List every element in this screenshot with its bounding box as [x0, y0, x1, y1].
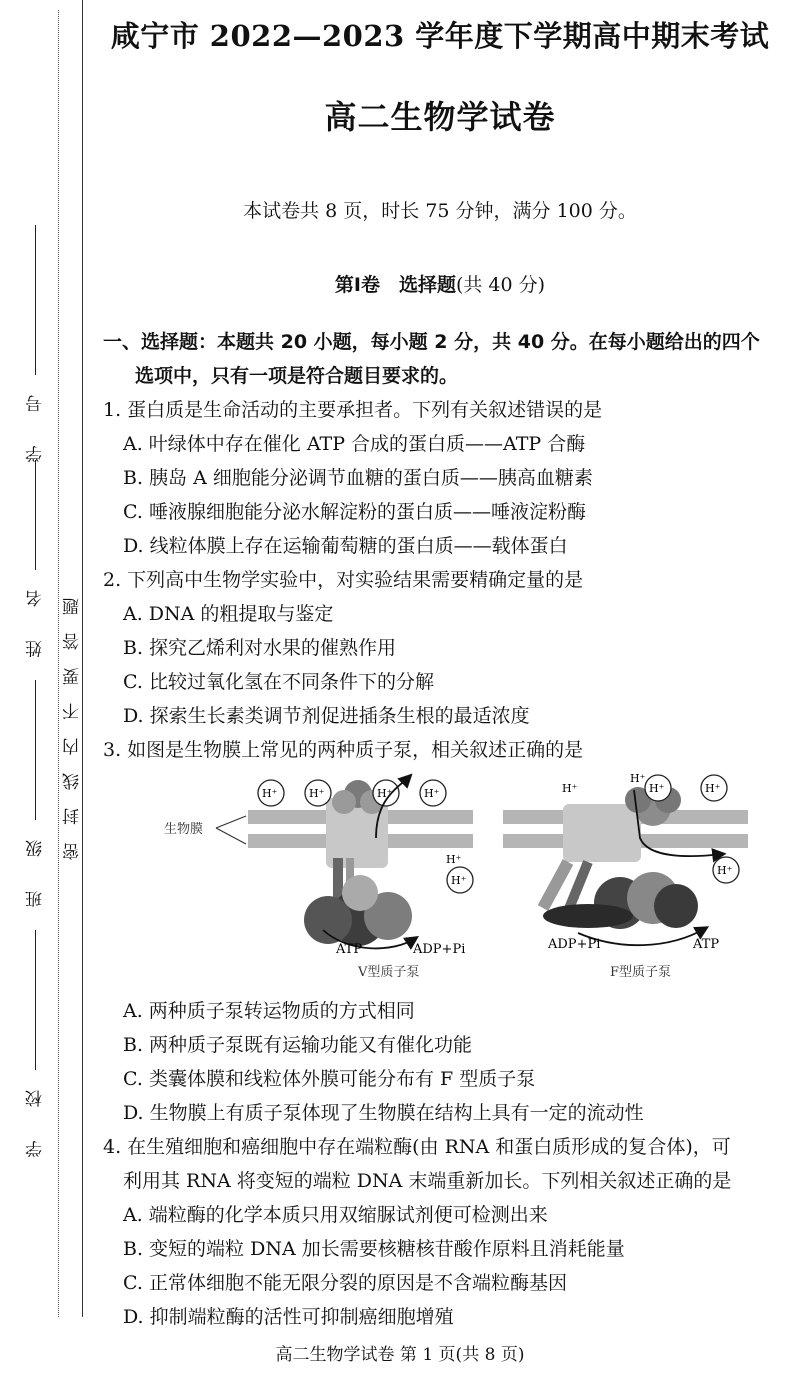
student-id-field: [24, 225, 46, 462]
binding-strip: [0, 0, 82, 1377]
student-id-label: 学 号: [25, 381, 46, 463]
exam-info: 本试卷共 8 页，时长 75 分钟，满分 100 分。: [243, 200, 637, 222]
question-4-option-d: D. 抑制端粒酶的活性可抑制癌细胞增殖: [123, 1306, 454, 1328]
v-adp-label: ADP+Pi: [413, 942, 466, 957]
page-footer: 高二生物学试卷 第 1 页(共 8 页): [275, 1345, 525, 1365]
f-type-pump: [543, 787, 698, 929]
proton-label: H⁺: [649, 782, 665, 795]
class-blank: [35, 680, 36, 820]
question-4-stem-line-2: 利用其 RNA 将变短的端粒 DNA 末端重新加长。下列相关叙述正确的是: [123, 1170, 732, 1192]
v-pump-caption: V型质子泵: [358, 965, 420, 980]
question-3-option-b: B. 两种质子泵既有运输功能又有催化功能: [123, 1034, 473, 1056]
exam-title: 咸宁市 2022—2023 学年度下学期高中期末考试: [110, 19, 770, 53]
proton-label: H⁺: [309, 787, 325, 800]
section-score: (共 40 分): [455, 274, 546, 296]
name-label: 姓 名: [25, 576, 46, 658]
question-2-stem: 2. 下列高中生物学实验中，对实验结果需要精确定量的是: [103, 569, 584, 591]
question-3-option-d: D. 生物膜上有质子泵体现了生物膜在结构上具有一定的流动性: [123, 1102, 644, 1124]
question-4-option-b: B. 变短的端粒 DNA 加长需要核糖核苷酸作原料且消耗能量: [123, 1238, 625, 1260]
proton-label: H⁺: [630, 772, 646, 785]
proton-label: H⁺: [562, 782, 578, 795]
question-4-option-c: C. 正常体细胞不能无限分裂的原因是不含端粒酶基因: [123, 1272, 567, 1294]
question-4-stem-line-1: 4. 在生殖细胞和癌细胞中存在端粒酶(由 RNA 和蛋白质形成的复合体)，可: [103, 1136, 731, 1158]
instruction-line-2: 选项中，只有一项是符合题目要求的。: [135, 365, 459, 387]
name-blank: [35, 460, 36, 570]
question-2-option-d: D. 探索生长素类调节剂促进插条生根的最适浓度: [123, 705, 530, 727]
question-3-option-c: C. 类囊体膜和线粒体外膜可能分布有 F 型质子泵: [123, 1068, 536, 1090]
school-label: 学 校: [25, 1076, 46, 1158]
f-atp-label: ATP: [693, 937, 720, 952]
question-1-option-a: A. 叶绿体中存在催化 ATP 合成的蛋白质——ATP 合酶: [123, 433, 586, 455]
exam-subtitle: 高二生物学试卷: [324, 98, 556, 136]
question-1-stem: 1. 蛋白质是生命活动的主要承担者。下列有关叙述错误的是: [103, 399, 603, 421]
question-2-option-c: C. 比较过氧化氢在不同条件下的分解: [123, 671, 434, 693]
instruction-line-1: 一、选择题：本题共 20 小题，每小题 2 分，共 40 分。在每小题给出的四个: [103, 331, 760, 353]
question-1-option-b: B. 胰岛 A 细胞能分泌调节血糖的蛋白质——胰高血糖素: [123, 467, 593, 489]
proton-label: H⁺: [705, 782, 721, 795]
section-heading: [95, 270, 785, 297]
f-pump-caption: F型质子泵: [610, 965, 672, 980]
proton-label: H⁺: [262, 787, 278, 800]
school-blank: [35, 930, 36, 1070]
seal-notice: 密封线内不要答题: [63, 580, 83, 860]
instructions: [103, 325, 793, 393]
class-label: 班 级: [25, 826, 46, 908]
proton-label: H⁺: [717, 864, 733, 877]
class-field: [24, 680, 46, 907]
question-4-option-a: A. 端粒酶的化学本质只用双缩脲试剂便可检测出来: [123, 1204, 548, 1226]
name-field: [24, 460, 46, 657]
v-atp-label: ATP: [336, 942, 363, 957]
proton-label: H⁺: [424, 787, 440, 800]
proton-label: H⁺: [451, 874, 467, 887]
question-2-option-a: A. DNA 的粗提取与鉴定: [123, 603, 334, 625]
school-field: [24, 930, 46, 1157]
section-label: 第Ⅰ卷 选择题: [334, 274, 456, 296]
membrane-pointer: [216, 816, 246, 844]
membrane-label: 生物膜: [164, 822, 204, 837]
question-1-option-d: D. 线粒体膜上存在运输葡萄糖的蛋白质——载体蛋白: [123, 535, 568, 557]
proton-pump-figure: [148, 768, 748, 986]
question-1-option-c: C. 唾液腺细胞能分泌水解淀粉的蛋白质——唾液淀粉酶: [123, 501, 586, 523]
student-id-blank: [35, 225, 36, 375]
question-2-option-b: B. 探究乙烯利对水果的催熟作用: [123, 637, 397, 659]
proton-label: H⁺: [446, 853, 462, 866]
proton-label: H⁺: [377, 787, 393, 800]
f-adp-label: ADP+Pi: [548, 937, 601, 952]
question-3-option-a: A. 两种质子泵转运物质的方式相同: [123, 1000, 415, 1022]
question-3-stem: 3. 如图是生物膜上常见的两种质子泵，相关叙述正确的是: [103, 739, 584, 761]
seal-dotted-line: [58, 10, 59, 1317]
